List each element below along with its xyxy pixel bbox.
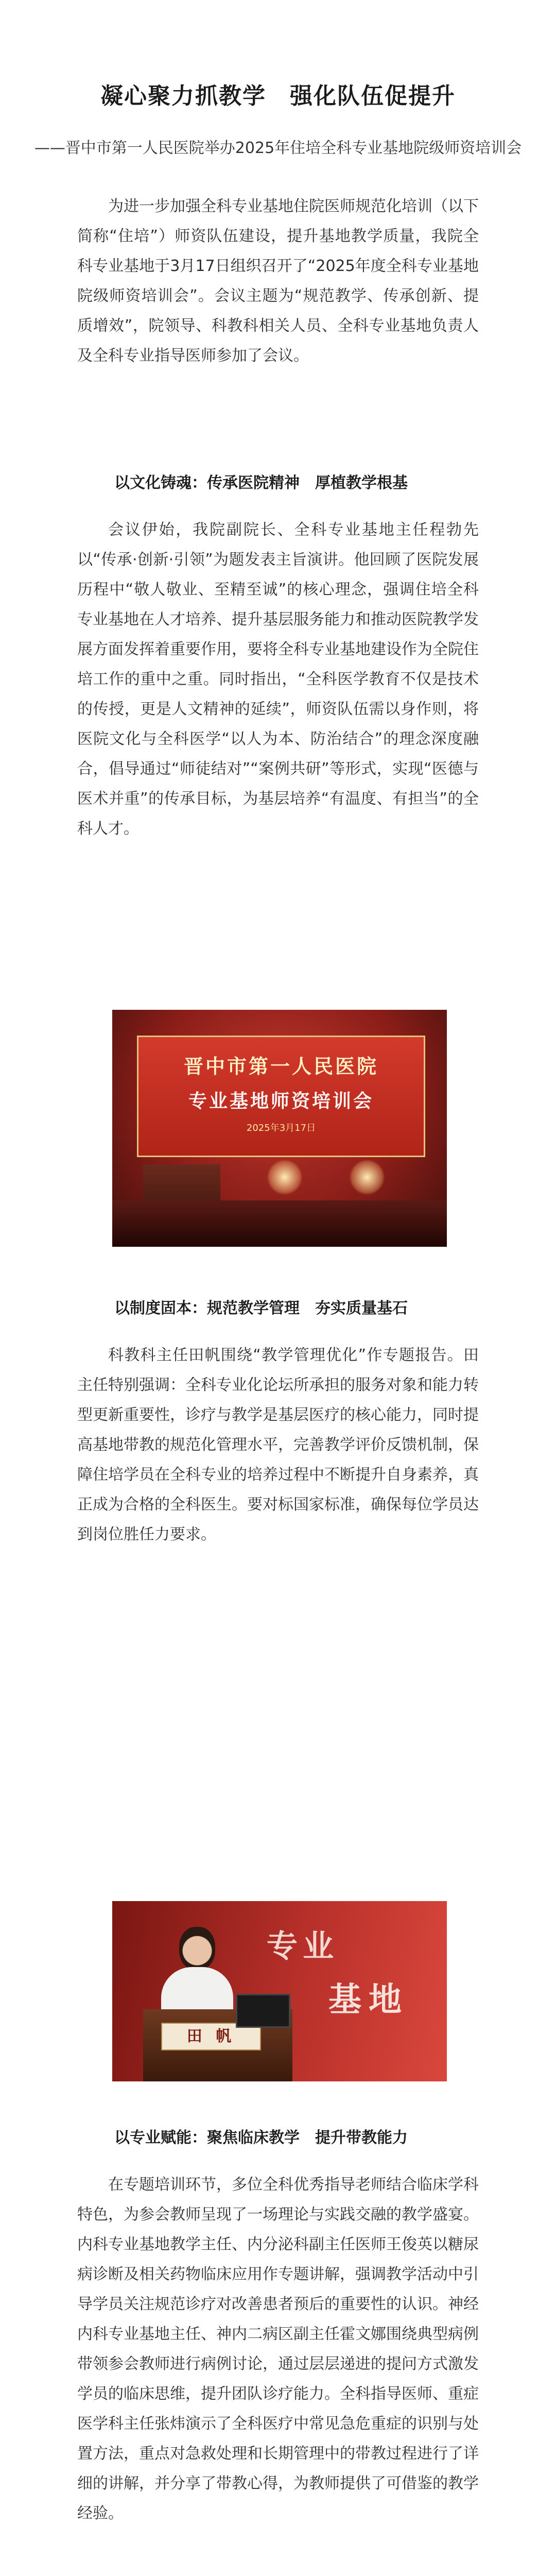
banner-line-3: 2025年3月17日 bbox=[246, 1123, 316, 1133]
article-title: 凝心聚力抓教学 强化队伍促提升 bbox=[100, 83, 456, 109]
section-heading-system: 以制度固本：规范教学管理 夯实质量基石 bbox=[114, 1299, 408, 1317]
section-heading-teaching: 以专业赋能：聚焦临床教学 提升带教能力 bbox=[114, 2129, 408, 2147]
intro-paragraph: 为进一步加强全科专业基地住院医师规范化培训（以下简称“住培”）师资队伍建设，提升基地教学质量，我院全科专业基地于3月17日组织召开了“2025年度全科专业基地院级师资培训会”。会议主题为“规范教学、传承创新、提质增效”，院领导、科教科相关人员、全科专业基地负责人及全科专业指导医师参加了会议。 bbox=[77, 197, 479, 365]
article-subtitle: ——晋中市第一人民医院举办2025年住培全科专业基地院级师资培训会 bbox=[34, 139, 522, 157]
section-paragraph-teaching: 在专题培训环节，多位全科优秀指导老师结合临床学科特色，为参会教师呈现了一场理论与实践交融的教学盛宴。内科专业基地教学主任、内分泌科副主任医师王俊英以糖尿病诊断及相关药物临床应用作专题讲解，强调教学活动中引导学员关注规范诊疗对改善患者预后的重要性的认识。神经内科专业基地主任、神内二病区副主任霍文娜围绕典型病例带领参会教师进行病例讨论，通过层层递进的提问方式激发学员的临床思维，提升团队诊疗能力。全科指导医师、重症医学科主任张炜演示了全科医疗中常见急危重症的识别与处置方法，重点对急救处理和长期管理中的带教过程进行了详细的讲解，并分享了带教心得，为教师提供了可借鉴的教学经验。 bbox=[77, 2176, 479, 2522]
podium-wall-text-2: 基地 bbox=[328, 1981, 409, 2019]
speaker-podium-photo bbox=[112, 1901, 447, 2081]
banner-line-1: 晋中市第一人民医院 bbox=[183, 1055, 378, 1078]
stage-banner bbox=[137, 1036, 425, 1157]
section-paragraph-system: 科教科主任田帆围绕“教学管理优化”作专题报告。田主任特别强调：全科专业化论坛所承担的服务对象和能力转型更新重要性，诊疗与教学是基层医疗的核心能力，同时提高基地带教的规范化管理水平，完善教学评价反馈机制，保障住培学员在全科专业的培养过程中不断提升自身素养，真正成为合格的全科医生。要对标国家标准，确保每位学员达到岗位胜任力要求。 bbox=[77, 1346, 479, 1544]
podium-wall-text-1: 专业 bbox=[267, 1928, 339, 1964]
speaker-nameplate: 田 帆 bbox=[161, 2023, 261, 2050]
banner-line-2: 专业基地师资培训会 bbox=[188, 1091, 374, 1112]
conference-stage-photo bbox=[112, 1010, 447, 1247]
laptop-screen bbox=[236, 1994, 290, 2028]
section-heading-culture: 以文化铸魂：传承医院精神 厚植教学根基 bbox=[114, 474, 408, 492]
section-paragraph-culture: 会议伊始，我院副院长、全科专业基地主任程勃先以“传承·创新·引领”为题发表主旨演讲。他回顾了医院发展历程中“敬人敬业、至精至诚”的核心理念，强调住培全科专业基地在人才培养、提升基层服务能力和推动医院教学发展方面发挥着重要作用，要将全科专业基地建设作为全院住培工作的重中之重。同时指出，“全科医学教育不仅是技术的传授，更是人文精神的延续”，师资队伍需以身作则，将医院文化与全科医学“以人为本、防治结合”的理念深度融合，倡导通过“师徒结对”“案例共研”等形式，实现“医德与医术并重”的传承目标，为基层培养“有温度、有担当”的全科人才。 bbox=[77, 521, 479, 838]
